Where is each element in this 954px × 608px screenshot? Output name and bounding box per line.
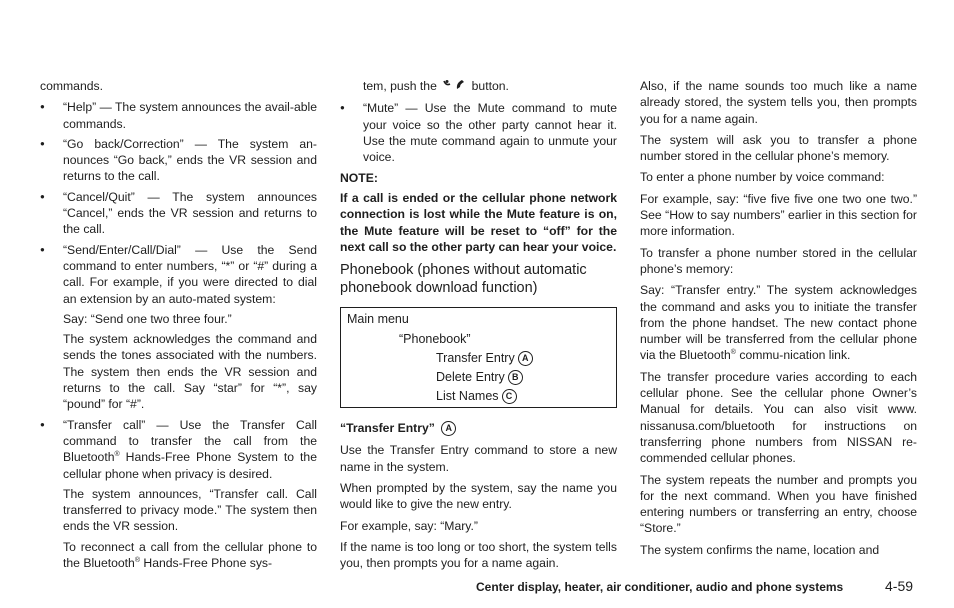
section-heading: Phonebook (phones without automatic phonebook download function) [340,262,587,297]
paragraph: To transfer a phone number stored in the cellular phone’s memory: [640,245,917,276]
note-body: If a call is ended or the cellular phone network connection is lost while the Mute feature is on, the Mute feature will be reset to “off” for the next call so the other party can hear your voice. [340,190,617,254]
paragraph: The system will ask you to transfer a phone number stored in the cellular phone’s memory. [640,132,917,164]
column-3 [640,78,917,563]
page-number: 4-59 [885,578,914,594]
paragraph: Use the Transfer Entry command to store a new name in the system. [340,443,617,474]
intro-text: commands. [40,79,103,93]
send-example: Say: “Send one two three four.” [63,311,232,326]
transfer-announcement: The system announces, “Transfer call. Call transferred to privacy mode.” The system then ends the VR session. [63,486,317,534]
menu-item-transfer-entry: Transfer Entry A [436,350,533,366]
paragraph: The transfer procedure varies according to each cellular phone. See the cellular phone Owner’s Manual for details. You can also visit www. nissanusa.com/bluetooth for instructions on transferring phone numbers from NISSAN re-commended cellular phones. [640,369,917,466]
paragraph: For example, say: “Mary.” [340,518,478,533]
paragraph: To enter a phone number by voice command: [640,170,885,185]
marker-b-icon: B [508,370,523,385]
list-item-go-back: ● “Go back/Correction” — The system an-nounces “Go back,” ends the VR session and returns to the call. [40,136,317,185]
phone-talk-icon [442,78,466,95]
column-1 [40,78,317,575]
list-item-mute: ● “Mute” — Use the Mute command to mute your voice so the other party cannot hear it. Use the mute command again to unmute your voice. [340,100,617,165]
menu-item-list-names: List Names C [436,388,517,404]
list-item-send: ● “Send/Enter/Call/Dial” — Use the Send command to enter numbers, “*” or “#” during a call. For example, if you were directed to dial an extension by an auto-mated system: Say: “Send one two three four.” The system acknowledges the command and sends the tones associated with the numbers. The system then ends the VR session and returns to the call. Say “star” for “*”, say “pound” for “#”. [40,242,317,413]
continued-text: tem, push the button. [340,78,617,95]
column-2 [340,78,617,576]
paragraph-transfer-entry: Say: “Transfer entry.” The system acknowledges the command and asks you to initiate the transfer from the phone handset. The new contact phone number will be transferred from the cellular phone via the Bluetooth® commu-nication link. [640,283,917,363]
paragraph: The system repeats the number and prompts you for the next command. When you have finished entering numbers or transferring an entry, choose “Store.” [640,472,917,536]
menu-diagram [340,307,617,408]
paragraph: For example, say: “five five five one two one two.” See “How to say numbers” earlier in this section for more information. [640,191,917,239]
send-explanation: The system acknowledges the command and sends the tones associated with the numbers. The system then ends the VR session and returns to the call. Say “star” for “*”, say “pound” for “#”. [63,332,317,412]
menu-item-delete-entry: Delete Entry B [436,369,523,385]
mute-list [340,100,617,165]
paragraph: When prompted by the system, say the name you would like to give the new entry. [340,480,617,512]
marker-a-icon: A [518,351,533,366]
paragraph: Also, if the name sounds too much like a name already stored, the system tells you, then prompts you for a name again. [640,79,917,126]
transfer-entry-heading: “Transfer Entry” A [340,420,617,436]
list-item-transfer-call: ● “Transfer call” — Use the Transfer Call command to transfer the call from the Bluetooth® Hands-Free Phone System to the cellular phone when privacy is desired. The system announces, “Transfer call. Call transferred to privacy mode.” The system then ends the VR session. To reconnect a call from the cellular phone to the Bluetooth® Hands-Free Phone sys- [40,417,317,572]
command-list [40,99,317,571]
marker-c-icon: C [502,389,517,404]
transfer-reconnect: To reconnect a call from the cellular phone to the Bluetooth® Hands-Free Phone sys- [63,539,317,571]
marker-a-icon: A [441,421,456,436]
paragraph: If the name is too long or too short, the system tells you, then prompts you for a name again. [340,539,617,571]
footer-section-title: Center display, heater, air conditioner, audio and phone systems [476,580,844,594]
list-item-cancel: ● “Cancel/Quit” — The system announces “Cancel,” ends the VR session and returns to the call. [40,189,317,238]
menu-phonebook: “Phonebook” [399,332,471,347]
paragraph: The system confirms the name, location and [640,542,880,557]
list-item-help: ● “Help” — The system announces the avail-able commands. [40,99,317,132]
note-heading: NOTE: [340,170,378,185]
menu-main: Main menu [347,312,409,327]
